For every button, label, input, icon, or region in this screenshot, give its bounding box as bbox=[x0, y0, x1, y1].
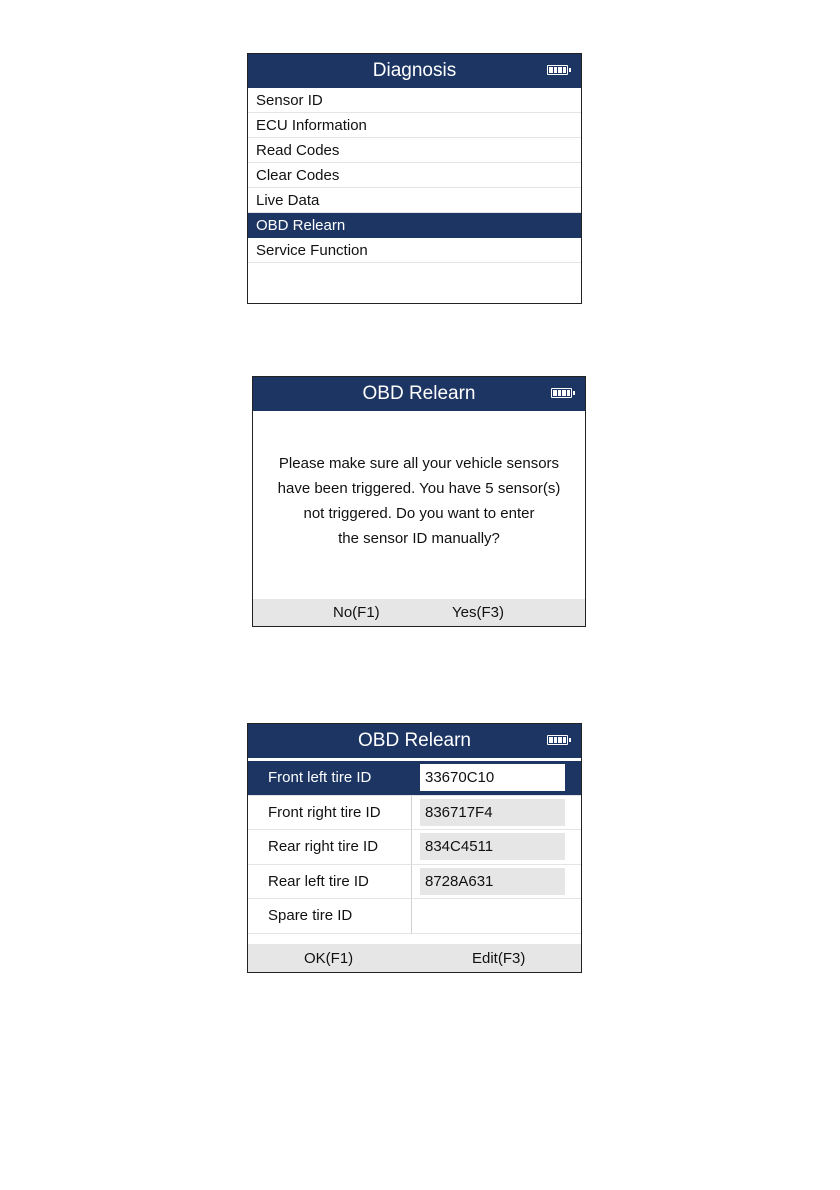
diagnosis-screen bbox=[247, 53, 582, 304]
message-line: the sensor ID manually? bbox=[338, 530, 500, 547]
tire-row-front-left[interactable] bbox=[248, 761, 581, 796]
menu-item-read-codes[interactable]: Read Codes bbox=[248, 138, 581, 163]
message-line: not triggered. Do you want to enter bbox=[303, 505, 535, 522]
menu-item-live-data[interactable]: Live Data bbox=[248, 188, 581, 213]
tire-row-rear-right[interactable] bbox=[248, 830, 581, 865]
battery-full-icon bbox=[547, 735, 568, 745]
menu-item-obd-relearn[interactable]: OBD Relearn bbox=[248, 213, 581, 238]
title-bar bbox=[253, 377, 585, 411]
tire-label: Front right tire ID bbox=[248, 796, 412, 830]
tire-id-field[interactable]: 836717F4 bbox=[420, 799, 565, 826]
message-line: have been triggered. You have 5 sensor(s) bbox=[277, 480, 561, 497]
yes-button[interactable]: Yes(F3) bbox=[452, 604, 504, 621]
menu-item-ecu-information[interactable]: ECU Information bbox=[248, 113, 581, 138]
softkey-bar bbox=[253, 599, 585, 626]
obd-relearn-tire-id-screen bbox=[247, 723, 582, 973]
menu-item-sensor-id[interactable]: Sensor ID bbox=[248, 88, 581, 113]
diagnosis-menu bbox=[248, 88, 581, 263]
obd-relearn-prompt-screen bbox=[252, 376, 586, 627]
tire-label: Rear right tire ID bbox=[248, 830, 412, 864]
tire-id-empty-cell[interactable] bbox=[412, 899, 581, 933]
tire-row-spare[interactable] bbox=[248, 899, 581, 934]
tire-label: Front left tire ID bbox=[248, 761, 412, 795]
screen-title: OBD Relearn bbox=[358, 730, 471, 751]
edit-button[interactable]: Edit(F3) bbox=[472, 949, 526, 967]
title-bar bbox=[248, 54, 581, 88]
title-bar bbox=[248, 724, 581, 758]
tire-id-field[interactable]: 33670C10 bbox=[420, 764, 565, 791]
menu-item-service-function[interactable]: Service Function bbox=[248, 238, 581, 263]
tire-row-front-right[interactable] bbox=[248, 796, 581, 831]
no-button[interactable]: No(F1) bbox=[333, 604, 380, 621]
ok-button[interactable]: OK(F1) bbox=[304, 949, 354, 967]
message-line: Please make sure all your vehicle sensors bbox=[278, 455, 560, 472]
tire-id-field[interactable]: 834C4511 bbox=[420, 833, 565, 860]
screen-title: OBD Relearn bbox=[362, 383, 476, 404]
tire-label: Spare tire ID bbox=[248, 899, 412, 933]
prompt-message bbox=[253, 451, 585, 551]
battery-full-icon bbox=[547, 65, 568, 75]
menu-item-clear-codes[interactable]: Clear Codes bbox=[248, 163, 581, 188]
tire-id-table bbox=[248, 761, 581, 934]
tire-id-field[interactable]: 8728A631 bbox=[420, 868, 565, 895]
battery-full-icon bbox=[551, 388, 572, 398]
tire-label: Rear left tire ID bbox=[248, 865, 412, 899]
softkey-bar bbox=[248, 944, 581, 972]
tire-row-rear-left[interactable] bbox=[248, 865, 581, 900]
screen-title: Diagnosis bbox=[372, 60, 457, 81]
